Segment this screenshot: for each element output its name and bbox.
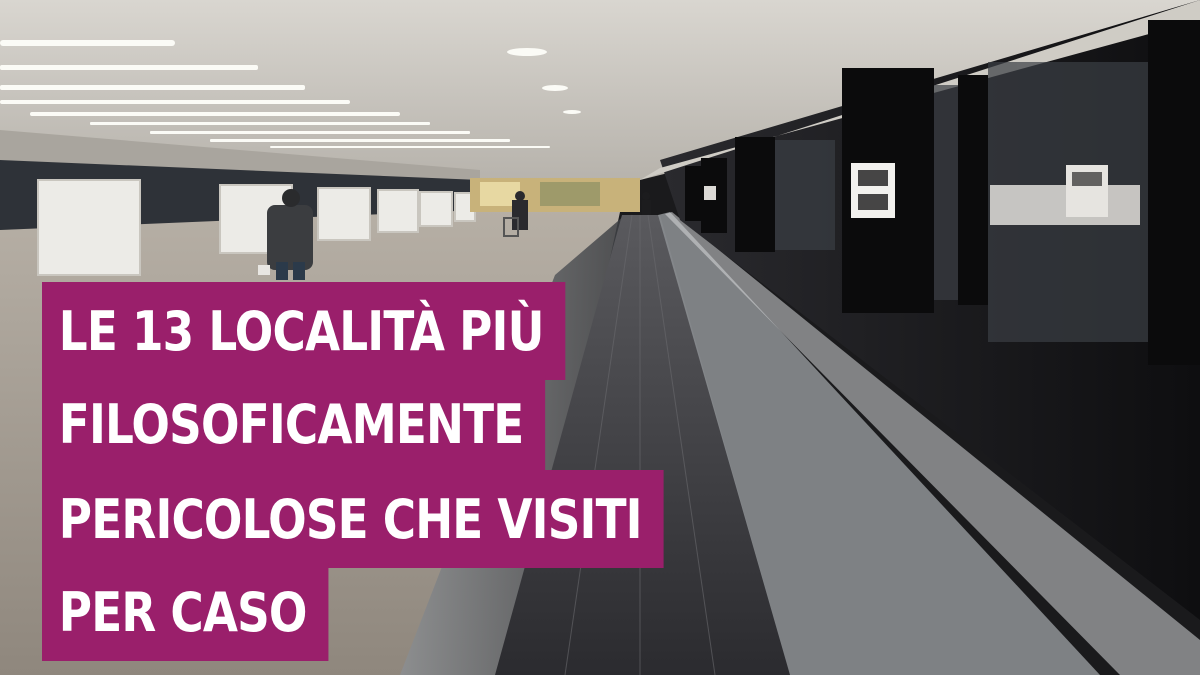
headline-line-1: LE 13 LOCALITÀ PIÙ	[42, 282, 565, 380]
restroom-sign	[851, 163, 895, 218]
small-sign	[704, 186, 716, 200]
headline-line-4: PER CASO	[42, 563, 329, 661]
restroom-sign-far	[1066, 165, 1108, 217]
headline-line-2: FILOSOFICAMENTE	[42, 375, 545, 473]
headline-line-3: PERICOLOSE CHE VISITI	[42, 470, 664, 568]
